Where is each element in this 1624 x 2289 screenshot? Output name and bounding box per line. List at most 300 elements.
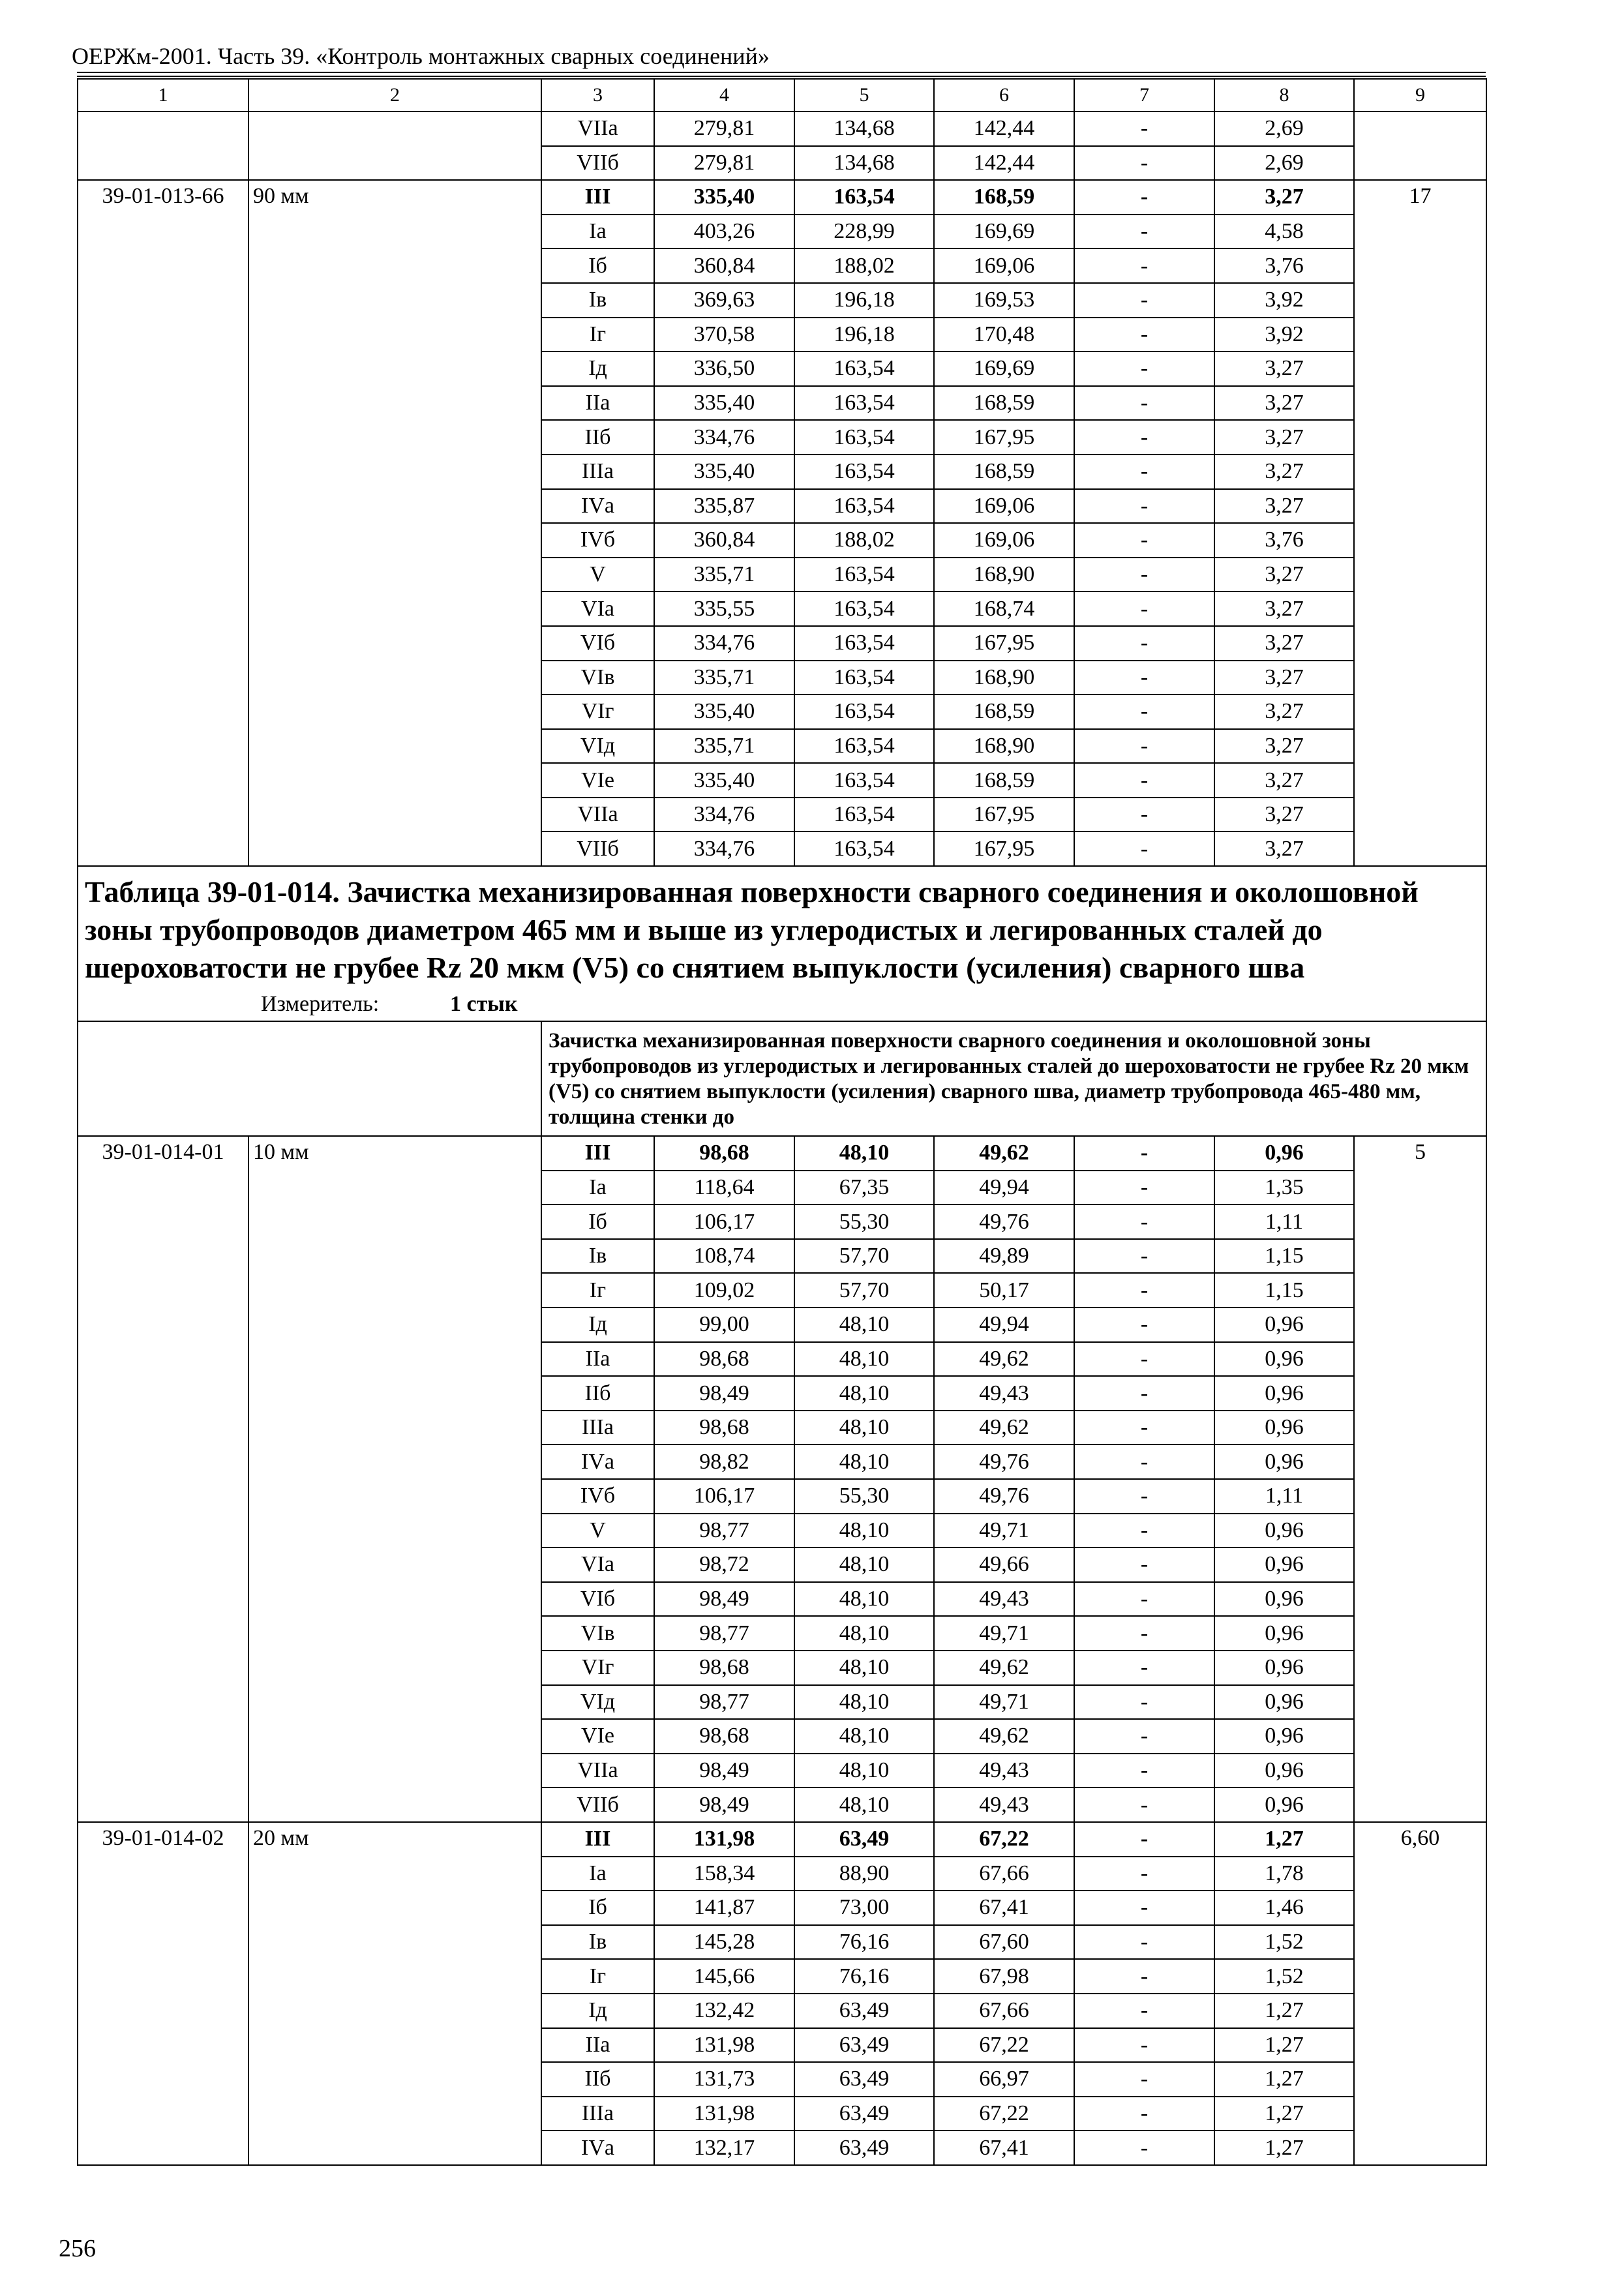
total-cost: 98,49	[654, 1754, 794, 1788]
machine-cost: 67,22	[934, 2028, 1074, 2063]
total-cost: 360,84	[654, 523, 794, 558]
materials-cost: -	[1074, 1994, 1214, 2028]
total-cost: 370,58	[654, 318, 794, 352]
measure-value: 1 стык	[450, 992, 518, 1017]
materials-cost: -	[1074, 695, 1214, 729]
column-9-value: 6,60	[1354, 1822, 1486, 2165]
total-cost: 335,40	[654, 455, 794, 489]
labor-hours: 1,52	[1214, 1925, 1354, 1960]
condition-code: Iа	[541, 1857, 654, 1891]
total-cost: 98,68	[654, 1411, 794, 1445]
labor-hours: 3,27	[1214, 180, 1354, 215]
column-9-value: 17	[1354, 180, 1486, 866]
total-cost: 335,55	[654, 591, 794, 626]
total-cost: 131,98	[654, 2097, 794, 2131]
labor-hours: 3,27	[1214, 455, 1354, 489]
materials-cost: -	[1074, 1788, 1214, 1822]
materials-cost: -	[1074, 1582, 1214, 1617]
condition-code: IVа	[541, 1444, 654, 1479]
labor-wages: 57,70	[794, 1239, 934, 1274]
condition-code: Iб	[541, 1891, 654, 1925]
materials-cost: -	[1074, 352, 1214, 386]
labor-hours: 1,11	[1214, 1479, 1354, 1514]
machine-cost: 49,62	[934, 1136, 1074, 1171]
materials-cost: -	[1074, 1204, 1214, 1239]
machine-cost: 167,95	[934, 420, 1074, 455]
rate-code: 39-01-013-66	[78, 180, 248, 866]
total-cost: 158,34	[654, 1857, 794, 1891]
labor-wages: 163,54	[794, 695, 934, 729]
materials-cost: -	[1074, 386, 1214, 421]
condition-code: IIа	[541, 1342, 654, 1377]
condition-code: VIг	[541, 695, 654, 729]
machine-cost: 167,95	[934, 626, 1074, 661]
labor-hours: 0,96	[1214, 1411, 1354, 1445]
labor-wages: 188,02	[794, 523, 934, 558]
labor-wages: 55,30	[794, 1479, 934, 1514]
labor-wages: 163,54	[794, 489, 934, 524]
materials-cost: -	[1074, 1548, 1214, 1582]
rate-description: 20 мм	[248, 1822, 541, 2165]
total-cost: 132,42	[654, 1994, 794, 2028]
materials-cost: -	[1074, 146, 1214, 181]
labor-wages: 48,10	[794, 1685, 934, 1720]
machine-cost: 67,66	[934, 1857, 1074, 1891]
rates-table-body	[78, 79, 1486, 2165]
machine-cost: 167,95	[934, 798, 1074, 832]
condition-code: VIд	[541, 1685, 654, 1720]
condition-code: Iа	[541, 1171, 654, 1205]
column-number: 4	[654, 79, 794, 112]
total-cost: 98,68	[654, 1136, 794, 1171]
total-cost: 98,77	[654, 1685, 794, 1720]
total-cost: 279,81	[654, 112, 794, 146]
column-number: 6	[934, 79, 1074, 112]
total-cost: 334,76	[654, 420, 794, 455]
condition-code: IIб	[541, 420, 654, 455]
labor-hours: 1,35	[1214, 1171, 1354, 1205]
machine-cost: 169,06	[934, 523, 1074, 558]
machine-cost: 67,98	[934, 1959, 1074, 1994]
column-number: 2	[248, 79, 541, 112]
measure-line	[85, 991, 1479, 1018]
condition-code: IIIа	[541, 455, 654, 489]
condition-code: III	[541, 1136, 654, 1171]
condition-code: V	[541, 558, 654, 592]
machine-cost: 167,95	[934, 831, 1074, 866]
total-cost: 98,77	[654, 1514, 794, 1548]
condition-code: IIб	[541, 1376, 654, 1411]
labor-hours: 2,69	[1214, 112, 1354, 146]
labor-hours: 1,27	[1214, 2131, 1354, 2165]
labor-hours: 3,27	[1214, 352, 1354, 386]
machine-cost: 168,59	[934, 386, 1074, 421]
labor-wages: 134,68	[794, 146, 934, 181]
labor-hours: 3,27	[1214, 763, 1354, 798]
condition-code: Iв	[541, 1239, 654, 1274]
condition-code: IIIа	[541, 1411, 654, 1445]
condition-code: VIд	[541, 729, 654, 764]
labor-hours: 2,69	[1214, 146, 1354, 181]
labor-wages: 163,54	[794, 386, 934, 421]
labor-wages: 188,02	[794, 248, 934, 283]
machine-cost: 49,43	[934, 1582, 1074, 1617]
materials-cost: -	[1074, 1616, 1214, 1651]
total-cost: 98,68	[654, 1651, 794, 1685]
total-cost: 335,40	[654, 695, 794, 729]
labor-wages: 48,10	[794, 1754, 934, 1788]
total-cost: 145,28	[654, 1925, 794, 1960]
condition-code: Iг	[541, 1959, 654, 1994]
labor-hours: 1,15	[1214, 1273, 1354, 1308]
materials-cost: -	[1074, 591, 1214, 626]
labor-wages: 63,49	[794, 2097, 934, 2131]
machine-cost: 49,43	[934, 1376, 1074, 1411]
machine-cost: 67,22	[934, 1822, 1074, 1857]
labor-wages: 163,54	[794, 420, 934, 455]
condition-code: IVа	[541, 2131, 654, 2165]
machine-cost: 66,97	[934, 2062, 1074, 2097]
machine-cost: 168,59	[934, 695, 1074, 729]
materials-cost: -	[1074, 1822, 1214, 1857]
condition-code: VIв	[541, 1616, 654, 1651]
materials-cost: -	[1074, 1136, 1214, 1171]
condition-code: IIб	[541, 2062, 654, 2097]
condition-code: IIIа	[541, 2097, 654, 2131]
labor-hours: 3,76	[1214, 523, 1354, 558]
machine-cost: 49,43	[934, 1788, 1074, 1822]
labor-wages: 196,18	[794, 283, 934, 318]
labor-wages: 57,70	[794, 1273, 934, 1308]
table-title-cell	[78, 866, 1486, 1021]
rate-code: 39-01-014-01	[78, 1136, 248, 1822]
condition-code: III	[541, 180, 654, 215]
total-cost: 132,17	[654, 2131, 794, 2165]
machine-cost: 142,44	[934, 146, 1074, 181]
machine-cost: 142,44	[934, 112, 1074, 146]
labor-wages: 67,35	[794, 1171, 934, 1205]
column-number: 9	[1354, 79, 1486, 112]
labor-wages: 48,10	[794, 1719, 934, 1754]
materials-cost: -	[1074, 1273, 1214, 1308]
machine-cost: 168,74	[934, 591, 1074, 626]
header-rule-double	[77, 76, 1486, 77]
machine-cost: 67,66	[934, 1994, 1074, 2028]
materials-cost: -	[1074, 215, 1214, 249]
machine-cost: 49,71	[934, 1685, 1074, 1720]
machine-cost: 168,59	[934, 180, 1074, 215]
labor-hours: 3,92	[1214, 283, 1354, 318]
rate-description	[248, 112, 541, 180]
labor-wages: 63,49	[794, 2062, 934, 2097]
condition-code: V	[541, 1514, 654, 1548]
total-cost: 98,82	[654, 1444, 794, 1479]
labor-hours: 0,96	[1214, 1444, 1354, 1479]
labor-wages: 48,10	[794, 1651, 934, 1685]
condition-code: IIа	[541, 2028, 654, 2063]
labor-hours: 1,11	[1214, 1204, 1354, 1239]
labor-hours: 0,96	[1214, 1582, 1354, 1617]
labor-wages: 134,68	[794, 112, 934, 146]
labor-wages: 48,10	[794, 1411, 934, 1445]
machine-cost: 49,62	[934, 1411, 1074, 1445]
labor-hours: 3,27	[1214, 831, 1354, 866]
labor-hours: 3,27	[1214, 626, 1354, 661]
materials-cost: -	[1074, 1925, 1214, 1960]
labor-hours: 0,96	[1214, 1514, 1354, 1548]
materials-cost: -	[1074, 318, 1214, 352]
condition-code: IVб	[541, 523, 654, 558]
condition-code: Iб	[541, 248, 654, 283]
total-cost: 98,49	[654, 1582, 794, 1617]
labor-hours: 1,52	[1214, 1959, 1354, 1994]
condition-code: VIIб	[541, 1788, 654, 1822]
machine-cost: 49,89	[934, 1239, 1074, 1274]
materials-cost: -	[1074, 1239, 1214, 1274]
labor-hours: 1,78	[1214, 1857, 1354, 1891]
total-cost: 335,71	[654, 661, 794, 695]
table-title: Таблица 39-01-014. Зачистка механизированная поверхности сварного соединения и околошовной зоны трубопроводов диаметром 465 мм и выше из углеродистых и легированных сталей до шероховатости не грубее Rz 20 мкм (V5) со снятием выпуклости (усиления) сварного шва	[85, 875, 1419, 985]
column-9-value: 5	[1354, 1136, 1486, 1822]
machine-cost: 49,76	[934, 1444, 1074, 1479]
running-header: ОЕРЖм-2001. Часть 39. «Контроль монтажных сварных соединений»	[72, 43, 770, 69]
total-cost: 108,74	[654, 1239, 794, 1274]
labor-hours: 0,96	[1214, 1788, 1354, 1822]
rates-table	[77, 78, 1487, 2166]
materials-cost: -	[1074, 1411, 1214, 1445]
total-cost: 98,68	[654, 1342, 794, 1377]
machine-cost: 67,22	[934, 2097, 1074, 2131]
labor-hours: 3,27	[1214, 558, 1354, 592]
condition-code: Iб	[541, 1204, 654, 1239]
labor-hours: 1,27	[1214, 2062, 1354, 2097]
table-row	[78, 1822, 1486, 1857]
total-cost: 336,50	[654, 352, 794, 386]
machine-cost: 50,17	[934, 1273, 1074, 1308]
labor-hours: 1,46	[1214, 1891, 1354, 1925]
labor-hours: 3,27	[1214, 591, 1354, 626]
total-cost: 106,17	[654, 1479, 794, 1514]
materials-cost: -	[1074, 1514, 1214, 1548]
labor-wages: 163,54	[794, 180, 934, 215]
labor-hours: 3,27	[1214, 695, 1354, 729]
materials-cost: -	[1074, 283, 1214, 318]
machine-cost: 49,66	[934, 1548, 1074, 1582]
total-cost: 360,84	[654, 248, 794, 283]
condition-code: IVа	[541, 489, 654, 524]
total-cost: 335,71	[654, 729, 794, 764]
machine-cost: 49,43	[934, 1754, 1074, 1788]
labor-wages: 63,49	[794, 1822, 934, 1857]
machine-cost: 67,41	[934, 1891, 1074, 1925]
machine-cost: 170,48	[934, 318, 1074, 352]
labor-wages: 163,54	[794, 558, 934, 592]
rate-description: 10 мм	[248, 1136, 541, 1822]
labor-wages: 163,54	[794, 729, 934, 764]
total-cost: 334,76	[654, 831, 794, 866]
labor-hours: 3,27	[1214, 420, 1354, 455]
labor-wages: 73,00	[794, 1891, 934, 1925]
machine-cost: 49,76	[934, 1204, 1074, 1239]
materials-cost: -	[1074, 112, 1214, 146]
machine-cost: 168,90	[934, 558, 1074, 592]
labor-wages: 48,10	[794, 1788, 934, 1822]
materials-cost: -	[1074, 1308, 1214, 1342]
machine-cost: 169,06	[934, 248, 1074, 283]
condition-code: Iд	[541, 1308, 654, 1342]
condition-code: VIIб	[541, 146, 654, 181]
materials-cost: -	[1074, 2131, 1214, 2165]
labor-wages: 63,49	[794, 2028, 934, 2063]
machine-cost: 67,41	[934, 2131, 1074, 2165]
condition-code: VIв	[541, 661, 654, 695]
header-rule	[77, 72, 1486, 73]
materials-cost: -	[1074, 2028, 1214, 2063]
total-cost: 369,63	[654, 283, 794, 318]
labor-wages: 88,90	[794, 1857, 934, 1891]
measure-label: Измеритель:	[261, 992, 380, 1017]
total-cost: 335,40	[654, 180, 794, 215]
labor-wages: 228,99	[794, 215, 934, 249]
total-cost: 98,49	[654, 1788, 794, 1822]
labor-wages: 55,30	[794, 1204, 934, 1239]
table-row	[78, 180, 1486, 215]
labor-wages: 163,54	[794, 831, 934, 866]
labor-hours: 0,96	[1214, 1685, 1354, 1720]
materials-cost: -	[1074, 1651, 1214, 1685]
labor-wages: 163,54	[794, 798, 934, 832]
condition-code: VIг	[541, 1651, 654, 1685]
condition-code: VIб	[541, 626, 654, 661]
condition-code: VIIа	[541, 112, 654, 146]
condition-code: III	[541, 1822, 654, 1857]
total-cost: 335,40	[654, 386, 794, 421]
subheading-text: Зачистка механизированная поверхности сварного соединения и околошовной зоны трубопроводов из углеродистых и легированных сталей до шероховатости не грубее Rz 20 мкм (V5) со снятием выпуклости (усиления) сварного шва, диаметр трубопровода 465-480 мм, толщина стенки до	[541, 1021, 1486, 1136]
condition-code: VIа	[541, 1548, 654, 1582]
total-cost: 141,87	[654, 1891, 794, 1925]
materials-cost: -	[1074, 558, 1214, 592]
materials-cost: -	[1074, 1891, 1214, 1925]
materials-cost: -	[1074, 626, 1214, 661]
materials-cost: -	[1074, 831, 1214, 866]
labor-hours: 3,27	[1214, 386, 1354, 421]
materials-cost: -	[1074, 2062, 1214, 2097]
materials-cost: -	[1074, 729, 1214, 764]
total-cost: 98,77	[654, 1616, 794, 1651]
total-cost: 131,73	[654, 2062, 794, 2097]
materials-cost: -	[1074, 1342, 1214, 1377]
labor-hours: 0,96	[1214, 1308, 1354, 1342]
labor-wages: 48,10	[794, 1342, 934, 1377]
condition-code: VIIб	[541, 831, 654, 866]
materials-cost: -	[1074, 1479, 1214, 1514]
labor-hours: 3,27	[1214, 729, 1354, 764]
labor-hours: 0,96	[1214, 1616, 1354, 1651]
materials-cost: -	[1074, 248, 1214, 283]
total-cost: 118,64	[654, 1171, 794, 1205]
labor-wages: 163,54	[794, 352, 934, 386]
rate-description: 90 мм	[248, 180, 541, 866]
machine-cost: 169,69	[934, 215, 1074, 249]
labor-hours: 3,27	[1214, 798, 1354, 832]
column-number: 3	[541, 79, 654, 112]
table-row	[78, 1136, 1486, 1171]
labor-wages: 48,10	[794, 1136, 934, 1171]
labor-wages: 163,54	[794, 661, 934, 695]
labor-hours: 1,27	[1214, 1994, 1354, 2028]
machine-cost: 168,59	[934, 455, 1074, 489]
rate-code	[78, 112, 248, 180]
total-cost: 335,87	[654, 489, 794, 524]
machine-cost: 49,94	[934, 1308, 1074, 1342]
total-cost: 99,00	[654, 1308, 794, 1342]
condition-code: Iг	[541, 318, 654, 352]
column-number: 7	[1074, 79, 1214, 112]
condition-code: Iв	[541, 1925, 654, 1960]
total-cost: 145,66	[654, 1959, 794, 1994]
materials-cost: -	[1074, 1444, 1214, 1479]
labor-wages: 163,54	[794, 591, 934, 626]
total-cost: 334,76	[654, 798, 794, 832]
condition-code: Iг	[541, 1273, 654, 1308]
machine-cost: 49,71	[934, 1616, 1074, 1651]
column-number: 8	[1214, 79, 1354, 112]
condition-code: Iд	[541, 1994, 654, 2028]
labor-wages: 48,10	[794, 1444, 934, 1479]
condition-code: VIа	[541, 591, 654, 626]
machine-cost: 49,76	[934, 1479, 1074, 1514]
column-number-row	[78, 79, 1486, 112]
labor-wages: 63,49	[794, 1994, 934, 2028]
materials-cost: -	[1074, 1719, 1214, 1754]
labor-wages: 48,10	[794, 1582, 934, 1617]
labor-hours: 1,27	[1214, 2097, 1354, 2131]
machine-cost: 169,69	[934, 352, 1074, 386]
materials-cost: -	[1074, 1171, 1214, 1205]
materials-cost: -	[1074, 1685, 1214, 1720]
total-cost: 335,71	[654, 558, 794, 592]
condition-code: Iа	[541, 215, 654, 249]
column-number: 1	[78, 79, 248, 112]
materials-cost: -	[1074, 489, 1214, 524]
condition-code: Iв	[541, 283, 654, 318]
materials-cost: -	[1074, 455, 1214, 489]
materials-cost: -	[1074, 180, 1214, 215]
labor-hours: 1,15	[1214, 1239, 1354, 1274]
rate-code: 39-01-014-02	[78, 1822, 248, 2165]
labor-hours: 3,27	[1214, 489, 1354, 524]
materials-cost: -	[1074, 763, 1214, 798]
labor-wages: 63,49	[794, 2131, 934, 2165]
total-cost: 131,98	[654, 1822, 794, 1857]
labor-hours: 1,27	[1214, 1822, 1354, 1857]
condition-code: VIIа	[541, 798, 654, 832]
materials-cost: -	[1074, 1857, 1214, 1891]
labor-wages: 48,10	[794, 1548, 934, 1582]
table-row	[78, 112, 1486, 146]
total-cost: 106,17	[654, 1204, 794, 1239]
condition-code: IIа	[541, 386, 654, 421]
machine-cost: 67,60	[934, 1925, 1074, 1960]
labor-hours: 3,27	[1214, 661, 1354, 695]
labor-wages: 48,10	[794, 1376, 934, 1411]
materials-cost: -	[1074, 2097, 1214, 2131]
total-cost: 403,26	[654, 215, 794, 249]
page-number: 256	[59, 2235, 96, 2262]
materials-cost: -	[1074, 661, 1214, 695]
labor-hours: 0,96	[1214, 1754, 1354, 1788]
labor-hours: 0,96	[1214, 1719, 1354, 1754]
